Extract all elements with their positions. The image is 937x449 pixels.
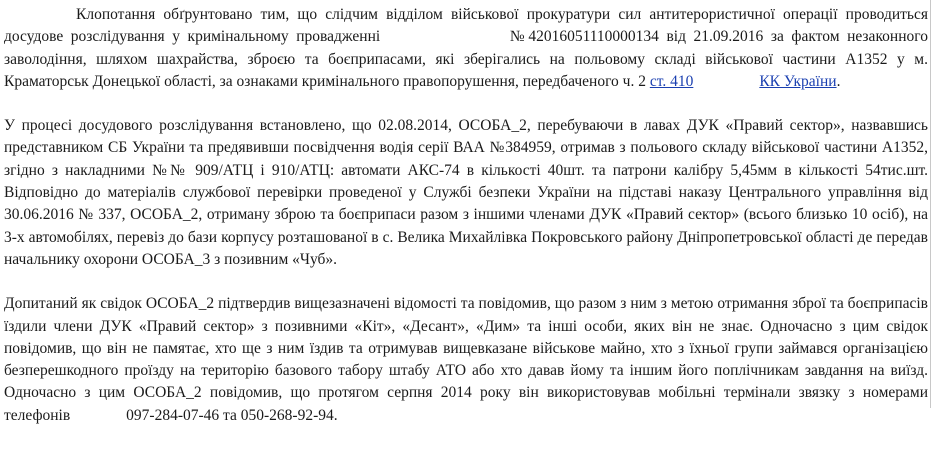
petition-text-start: Клопотання обґрунтовано тим, що слідчим відділом військової прокуратури сил антитерористичної операції проводиться досудове розслідування у кримінальному провадженні (4, 6, 928, 46)
article-410-link[interactable]: ст. 410 (649, 72, 694, 90)
paragraph-petition (4, 4, 928, 93)
document-body (4, 4, 928, 449)
page-edge-divider (930, 0, 931, 408)
witness-text: Допитаний як свідок ОСОБА_2 підтвердив вищезазначені відомості та повідомив, що разом з ним з метою отримання зброї та боєприпасів їздили члени ДУК «Правий сектор» з позивними «Кіт», «Десант», «Дим» та інші особи, яких він не знає. Одночасно з цим свідок повідомив, що він не памятає, хто ще з ним їздив та отримував вищевказане військове майно, хто з їхньої групи займався організацією безперешкодного проїзду на територію базового табору штабу АТО або хто давав йому та іншим його поплічникам завдання на виїзд. Одночасно з цим ОСОБА_2 повідомив, що протягом серпня 2014 року він використовував мобільні термінали звязку з номерами телефонів (4, 295, 928, 424)
petition-text-case: №42016051110000134 від 21.09.2016 за фактом незаконного заволодіння, шляхом шахрайства, зброєю та боєприпасами, які зберігались на польовому складі військової частини А1352 у м. Краматорськ Донецької області, за ознаками кримінального правопорушення, передбаченого ч. 2 (4, 28, 928, 90)
criminal-code-link[interactable]: КК України (759, 72, 837, 90)
petition-end: . (836, 72, 841, 90)
paragraph-witness (4, 293, 928, 427)
paragraph-investigation (4, 115, 928, 271)
phone-numbers: 097-284-07-46 та 050-268-92-94. (126, 406, 338, 424)
investigation-text: У процесі досудового розслідування встановлено, що 02.08.2014, ОСОБА_2, перебуваючи в лавах ДУК «Правий сектор», назвавшись представником СБ України та предявивши посвідчення водія серії ВАА №384959, отримав з польового складу військової частини А1352, згідно з накладними №№ 909/АТЦ і 910/АТЦ: автомати АКС-74 в кількості 40шт. та патрони калібру 5,45мм в кількості 54тис.шт. Відповідно до матеріалів службової перевірки проведеної у Службі безпеки України на підставі наказу Центрального управління від 30.06.2016 № 337, ОСОБА_2, отриману зброю та боєприпаси разом з іншими членами ДУК «Правий сектор» (всього близько 10 осіб), на 3-х автомобілях, перевіз до бази корпусу розташованої в с. Велика Михайлівка Покровського району Дніпропетровської області де передав начальнику охорони ОСОБА_3 з позивним «Чуб». (4, 117, 928, 268)
